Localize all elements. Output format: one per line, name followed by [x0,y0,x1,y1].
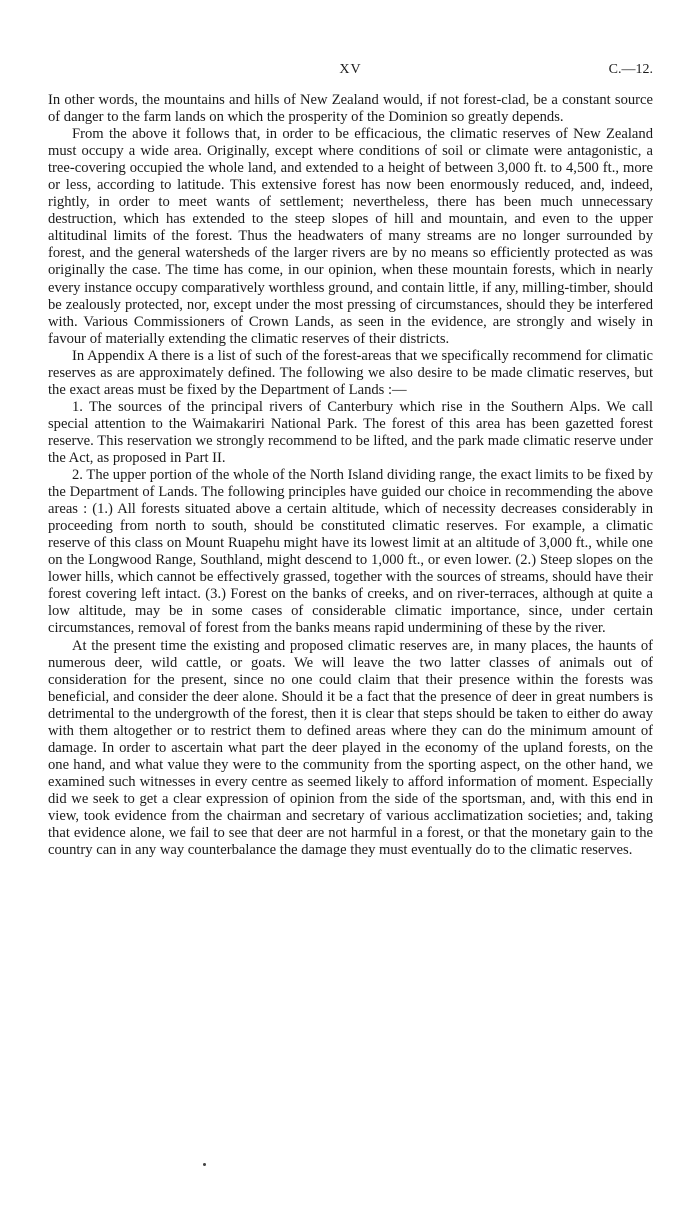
paragraph-6: At the present time the existing and proposed climatic reserves are, in many places, the haunts of numerous deer, wild cattle, or goats. We will leave the two latter classes of animals out of consideration for the present, since no one could claim that their presence within the forests was beneficial, and consider the deer alone. Should it be a fact that the presence of deer in great numbers is detrimental to the undergrowth of the forest, then it is clear that steps should be taken to either do away with them altogether or to restrict them to defined areas where they can do the minimum amount of damage. In order to ascertain what part the deer played in the economy of the upland forests, on the one hand, and what value they were to the community from the sporting aspect, on the other hand, we examined such witnesses in every centre as seemed likely to afford information of moment. Especially did we seek to get a clear expression of opinion from the side of the sportsman, and, with this end in view, took evidence from the chairman and secretary of various acclimatization societies; and, taking that evidence alone, we fail to see that deer are not harmful in a forest, or that the monetary gain to the country can in any way counterbalance the damage they must eventually do to the climatic reserves. [48,637,653,859]
stray-mark [203,1163,206,1166]
page-header [48,62,653,82]
paragraph-3: In Appendix A there is a list of such of the forest-areas that we specifically recommend for climatic reserves as are approximately defined. The following we also desire to be made climatic reserves, but the exact areas must be fixed by the Department of Lands :— [48,347,653,398]
paragraph-1: In other words, the mountains and hills of New Zealand would, if not forest-clad, be a constant source of danger to the farm lands on which the prosperity of the Dominion so greatly depends. [48,92,653,126]
document-reference: C.—12. [608,62,653,77]
paragraph-4: 1. The sources of the principal rivers of Canterbury which rise in the Southern Alps. We call special attention to the Waimakariri National Park. The forest of this area has been gazetted forest reserve. This reservation we strongly recommend to be lifted, and the park made climatic reserve under the Act, as proposed in Part II. [48,398,653,466]
paragraph-2: From the above it follows that, in order to be efficacious, the climatic reserves of New Zealand must occupy a wide area. Originally, except where conditions of soil or climate were antagonistic, a tree-covering occupied the whole land, and extended to a height of between 3,000 ft. to 4,500 ft., more or less, according to latitude. This extensive forest has now been enormously reduced, and, indeed, rightly, in order to meet wants of settlement; nevertheless, there has been much unnecessary destruction, which has extended to the steep slopes of hill and mountain, and even to the upper altitudinal limits of the forest. Thus the headwaters of many streams are no longer surrounded by forest, and the general watersheds of the larger rivers are by no means so efficiently protected as was originally the case. The time has come, in our opinion, when these mountain forests, which in nearly every instance occupy comparatively worthless ground, and contain little, if any, milling-timber, should be zealously protected, nor, except under the most pressing of circumstances, should they be interfered with. Various Commissioners of Crown Lands, as seen in the evidence, are strongly and wisely in favour of materially extending the climatic reserves of their districts. [48,126,653,347]
page-folio: XV [339,62,362,77]
paragraph-5: 2. The upper portion of the whole of the North Island dividing range, the exact limits to be fixed by the Department of Lands. The following principles have guided our choice in recommending the above areas : (1.) All forests situated above a certain altitude, which of necessity decreases considerably in proceeding from north to south, should be constituted climatic reserves. For example, a climatic reserve of this class on Mount Ruapehu might have its lowest limit at an altitude of 3,000 ft., while one on the Longwood Range, Southland, might descend to 1,000 ft., or even lower. (2.) Steep slopes on the lower hills, which cannot be effectively grassed, together with the sources of streams, should have their forest covering left intact. (3.) Forest on the banks of creeks, and on river-terraces, although at quite a low altitude, may be in some cases of considerable climatic importance, since, under certain circumstances, removal of forest from the banks means rapid undermining of these by the river. [48,467,653,637]
body-text [48,92,653,859]
